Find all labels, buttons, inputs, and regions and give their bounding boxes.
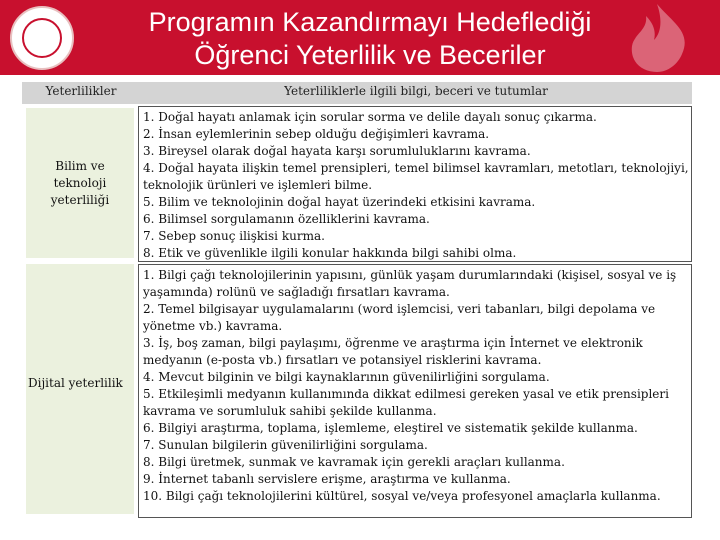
list-item: 7. Sunulan bilgilerin güvenilirliğini sorgulama. [143,438,428,452]
list-item: 6. Bilimsel sorgulamanın özelliklerini kavrama. [143,212,430,226]
list-item: 4. Doğal hayata ilişkin temel prensipleri, temel bilimsel kavramları, metotları, teknolojiyi, [143,161,689,175]
list-item: 1. Bilgi çağı teknolojilerinin yapısını, günlük yaşam durumlarındaki (kişisel, sosyal ve iş [143,268,677,282]
list-item: 9. İnternet tabanlı servislere erişme, araştırma ve kullanma. [143,472,511,486]
list-item: 10. Bilgi çağı teknolojilerini kültürel, sosyal ve/veya profesyonel amaçlarla kullanma. [143,489,661,503]
list-item: 8. Etik ve güvenlikle ilgili konular hakkında bilgi sahibi olma. [143,246,517,260]
list-item: kavrama ve sorumluluk sahibi şekilde kullanma. [143,404,437,418]
skills-cell-science [138,106,692,262]
list-item: 2. İnsan eylemlerinin sebep olduğu değişimleri kavrama. [143,127,490,141]
list-item: 2. Temel bilgisayar uygulamalarını (word işlemcisi, veri tabanları, bilgi depolama ve [143,302,656,316]
competency-cell-science [26,108,134,258]
competency-cell-digital: Dijital yeterlilik [28,376,123,390]
list-item: teknolojik ürünleri ve işlemleri bilme. [143,178,373,192]
list-item: 3. Bireysel olarak doğal hayata karşı sorumluluklarını kavrama. [143,144,531,158]
title-banner [0,0,720,75]
column-header-skills: Yeterliliklerle ilgili bilgi, beceri ve tutumlar [284,84,548,98]
list-item: 5. Etkileşimli medyanın kullanımında dikkat edilmesi gereken yasal ve etik prensipleri [143,387,669,401]
column-header-competencies: Yeterlilikler [45,84,117,98]
competency-label-line: teknoloji [53,175,107,190]
list-item: 6. Bilgiyi araştırma, toplama, işlemleme, eleştirel ve sistematik şekilde kullanma. [143,421,638,435]
list-item: 1. Doğal hayatı anlamak için sorular sorma ve delile dayalı sonuç çıkarma. [143,110,597,124]
skills-cell-digital [138,264,692,518]
page-title [80,6,660,72]
list-item: 8. Bilgi üretmek, sunmak ve kavramak için gerekli araçları kullanma. [143,455,565,469]
list-item: medyanın (e-posta vb.) fırsatları ve potansiyel risklerini kavrama. [143,353,542,367]
list-item: yönetme vb.) kavrama. [143,319,283,333]
list-item: yaşamında) rolünü ve sağladığı fırsatları kavrama. [143,285,450,299]
list-item: 4. Mevcut bilginin ve bilgi kaynaklarının güvenilirliğini sorgulama. [143,370,550,384]
list-item: 7. Sebep sonuç ilişkisi kurma. [143,229,325,243]
competency-label-line: Bilim ve [55,158,105,173]
logo-emblem-icon [22,18,62,58]
competency-label-line: yeterliliği [50,192,110,207]
list-item: 5. Bilim ve teknolojinin doğal hayat üzerindeki etkisini kavrama. [143,195,536,209]
ministry-logo [10,6,74,70]
title-line-1: Programın Kazandırmayı Hedeflediği [148,7,592,37]
title-line-2: Öğrenci Yeterlilik ve Beceriler [194,40,546,70]
list-item: 3. İş, boş zaman, bilgi paylaşımı, öğrenme ve araştırma için İnternet ve elektronik [143,336,643,350]
